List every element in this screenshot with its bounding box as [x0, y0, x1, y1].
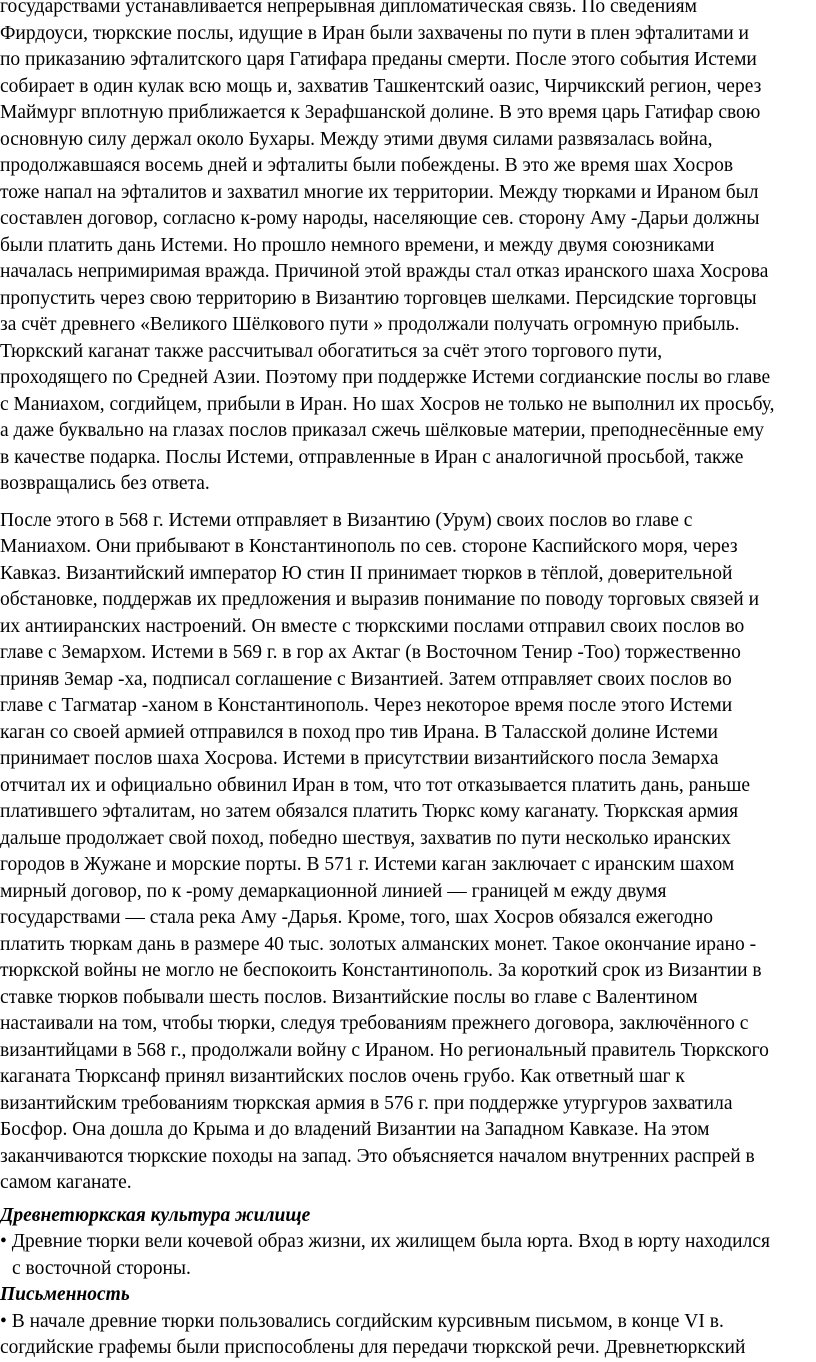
- bullet-text: • Древние тюрки вели кочевой образ жизни, их жилищем была юрта. Вход в юрту находился: [0, 1231, 770, 1252]
- text-line: заканчиваются тюркские походы на запад. Это объясняется началом внутренних распрей в: [0, 1145, 755, 1167]
- paragraph-gap: [0, 498, 816, 508]
- text-line: настаивали на том, чтобы тюрки, следуя требованиям прежнего договора, заключённого с: [0, 1013, 749, 1034]
- text-line: главе с Тагматар -ханом в Константинополь. Через некоторое время после этого Истеми: [0, 695, 733, 716]
- paragraph-byzantium: [0, 508, 816, 1197]
- bullet-text: с восточной стороны.: [12, 1257, 191, 1279]
- text-line: Кавказ. Византийский император Ю стин II принимает тюрков в тёплой, доверительной: [0, 562, 733, 584]
- text-line: государствами — стала река Аму -Дарья. Кроме, того, шах Хосров обязался ежегодно: [0, 907, 714, 928]
- heading-text: Древнетюркская культура жилище: [0, 1204, 311, 1226]
- text-line: ставке тюрков побывали шесть послов. Византийские послы во главе с Валентином: [0, 986, 698, 1008]
- text-line: Босфор. Она дошла до Крыма и до владений Византии на Западном Кавказе. На этом: [0, 1119, 710, 1140]
- bullet-dwelling: [0, 1229, 816, 1282]
- text-line: обстановке, поддержав их предложения и выразив понимание по поводу торговых связей и: [0, 589, 760, 610]
- text-line: в качестве подарка. Послы Истеми, отправленные в Иран с аналогичной просьбой, также: [0, 446, 744, 468]
- section-heading-dwelling: [0, 1203, 816, 1230]
- text-line: дальше продолжает свой поход, победно шествуя, захватив по пути несколько иранских: [0, 827, 731, 849]
- text-line: После этого в 568 г. Истеми отправляет в Византию (Урум) своих послов во главе с: [0, 509, 693, 531]
- paragraph-diplomacy: [0, 0, 816, 498]
- text-line: византийским требованиям тюркская армия в 576 г. при поддержке утургуров захватила: [0, 1092, 733, 1114]
- text-line: городов в Жужане и морские порты. В 571 г. Истеми каган заключает с иранским шахом: [0, 854, 735, 875]
- text-line: платить тюркам дань в размере 40 тыс. золотых алманских монет. Такое окончание ирано -: [0, 933, 757, 955]
- text-line: отчитал их и официально обвинил Иран в том, что тот отказывается платить дань, раньше: [0, 774, 751, 796]
- text-line: составлен договор, согласно к-рому народы, населяющие сев. сторону Аму -Дарьи должны: [0, 208, 760, 229]
- text-line: каган со своей армией отправился в поход про тив Ирана. В Таласской долине Истеми: [0, 721, 718, 743]
- text-line: проходящего по Средней Азии. Поэтому при поддержке Истеми согдианские послы во главе: [0, 367, 771, 388]
- text-line: их антииранских настроений. Он вместе с тюркскими послами отправил своих послов во: [0, 615, 745, 637]
- text-line: мирный договор, по к -рому демаркационной линией — границей м ежду двумя: [0, 880, 667, 902]
- text-line: принимает послов шаха Хосрова. Истеми в присутствии византийского посла Земарха: [0, 748, 719, 769]
- section-heading-writing: [0, 1282, 816, 1309]
- text-line: Маймург вплотную приближается к Зерафшанской долине. В это время царь Гатифар свою: [0, 102, 761, 123]
- text-line: каганата Тюрксанф принял византийских послов очень грубо. Как ответный шаг к: [0, 1066, 685, 1087]
- text-line: государствами устанавливается непрерывная дипломатическая связь. По сведениям: [0, 0, 697, 17]
- text-line: главе с Земархом. Истеми в 569 г. в гор ах Актаг (в Восточном Тенир -Тоо) торжественно: [0, 642, 741, 663]
- bullet-text: • В начале древние тюрки пользовались согдийским курсивным письмом, в конце VI в.: [0, 1310, 724, 1332]
- text-line: самом каганате.: [0, 1172, 132, 1193]
- text-line: платившего эфталитам, но затем обязался платить Тюркс кому каганату. Тюркская армия: [0, 801, 739, 822]
- text-line: были платить дань Истеми. Но прошло немного времени, и между двумя союзниками: [0, 234, 715, 256]
- text-line: за счёт древнего «Великого Шёлкового пути » продолжали получать огромную прибыль.: [0, 314, 740, 335]
- text-line: Тюркский каганат также рассчитывал обогатиться за счёт этого торгового пути,: [0, 340, 663, 362]
- text-line: византийцами в 568 г., продолжали войну с Ираном. Но региональный правитель Тюркского: [0, 1039, 769, 1061]
- text-line: возвращались без ответа.: [0, 473, 210, 494]
- bullet-text: согдийские графемы были приспособлены для передачи тюркской речи. Древнетюркский: [0, 1337, 746, 1358]
- text-line: а даже буквально на глазах послов приказал сжечь шёлковые материи, преподнесённые ему: [0, 420, 765, 441]
- bullet-writing: [0, 1309, 816, 1362]
- text-line: основную силу держал около Бухары. Между этими двумя силами развязалась война,: [0, 128, 713, 150]
- text-line: Маниахом. Они прибывают в Константинополь по сев. стороне Каспийского моря, через: [0, 536, 738, 557]
- text-line: началась непримиримая вражда. Причиной этой вражды стал отказ иранского шаха Хосрова: [0, 261, 769, 282]
- text-line: пропустить через свою территорию в Византию торговцев шелками. Персидские торговцы: [0, 287, 757, 309]
- heading-text: Письменность: [0, 1284, 130, 1305]
- text-line: с Маниахом, согдийцем, прибыли в Иран. Но шах Хосров не только не выполнил их просьбу,: [0, 393, 775, 415]
- text-line: продолжавшаяся восемь дней и эфталиты были побеждены. В это же время шах Хосров: [0, 155, 734, 176]
- text-line: приняв Земар -ха, подписал соглашение с Византией. Затем отправляет своих послов во: [0, 668, 732, 690]
- text-line: тюркской войны не могло не беспокоить Константинополь. За короткий срок из Византии в: [0, 960, 762, 981]
- text-line: собирает в один кулак всю мощь и, захватив Ташкентский оазис, Чирчикский регион, через: [0, 75, 762, 97]
- text-line: по приказанию эфталитского царя Гатифара преданы смерти. После этого события Истеми: [0, 49, 757, 70]
- text-line: Фирдоуси, тюркские послы, идущие в Иран были захвачены по пути в плен эфталитами и: [0, 22, 749, 44]
- text-line: тоже напал на эфталитов и захватил многие их территории. Между тюрками и Ираном был: [0, 181, 759, 203]
